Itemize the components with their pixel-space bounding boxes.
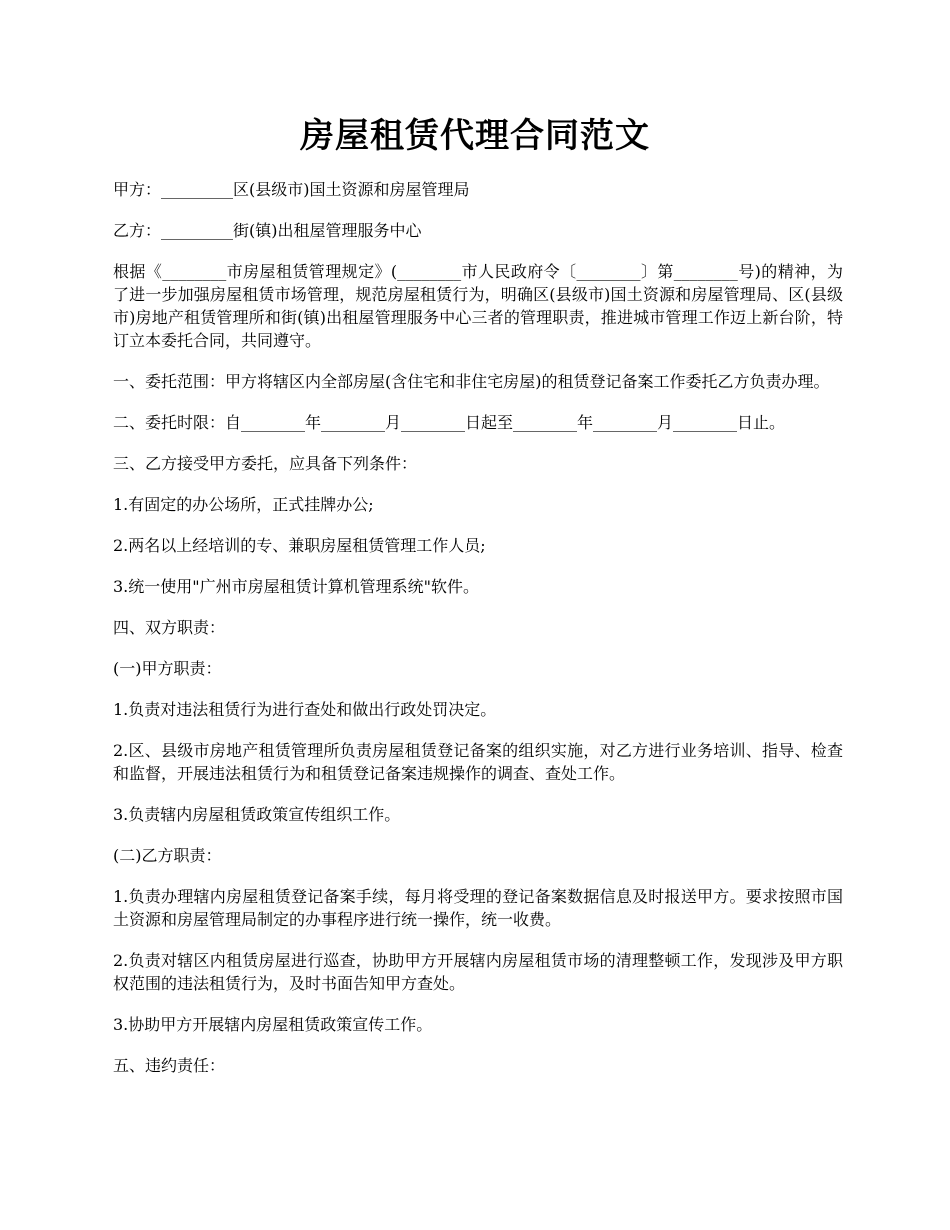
section-3-heading: 三、乙方接受甲方委托，应具备下列条件： [113,454,418,473]
section-5-heading: 五、违约责任： [113,1056,226,1075]
party-a-duty-3: 3.负责辖内房屋租赁政策宣传组织工作。 [113,805,401,824]
section-3-item-2: 2.两名以上经培训的专、兼职房屋租赁管理工作人员; [113,536,486,555]
party-a-duties-heading: (一)甲方职责： [113,659,222,678]
party-b-duty-1: 1.负责办理辖内房屋租赁登记备案手续，每月将受理的登记备案数据信息及时报送甲方。要求按照市国土资源和房屋管理局制定的办事程序进行统一操作，统一收费。 [113,887,843,929]
party-a-duty-2: 2.区、县级市房地产租赁管理所负责房屋租赁登记备案的组织实施，对乙方进行业务培训、指导、检查和监督，开展违法租赁行为和租赁登记备案违规操作的调查、查处工作。 [113,741,843,783]
section-2-term: 二、委托时限：自________年________月________日起至________年________月________日止。 [113,413,786,432]
party-b-duties-heading: (二)乙方职责： [113,846,222,865]
party-b-duty-3: 3.协助甲方开展辖内房屋租赁政策宣传工作。 [113,1015,433,1034]
section-3-item-1: 1.有固定的办公场所，正式挂牌办公; [113,495,374,514]
document-body [113,178,843,1095]
party-a-duty-1: 1.负责对违法租赁行为进行查处和做出行政处罚决定。 [113,700,497,719]
section-1-scope: 一、委托范围：甲方将辖区内全部房屋(含住宅和非住宅房屋)的租赁登记备案工作委托乙方负责办理。 [113,372,830,391]
party-b-line: 乙方：_________街(镇)出租屋管理服务中心 [113,221,422,240]
section-4-heading: 四、双方职责： [113,618,226,637]
preamble-paragraph: 根据《________市房屋租赁管理规定》(________市人民政府令〔________〕第________号)的精神，为了进一步加强房屋租赁市场管理，规范房屋租赁行为，明确区(县级市)国土资源和房屋管理局、区(县级市)房地产租赁管理所和街(镇)出租屋管理服务中心三者的管理职责，推进城市管理工作迈上新台阶，特订立本委托合同，共同遵守。 [113,262,843,350]
section-3-item-3: 3.统一使用"广州市房屋租赁计算机管理系统"软件。 [113,577,479,596]
document-title: 房屋租赁代理合同范文 [300,116,650,156]
party-b-duty-2: 2.负责对辖区内租赁房屋进行巡查，协助甲方开展辖内房屋租赁市场的清理整顿工作，发现涉及甲方职权范围的违法租赁行为，及时书面告知甲方查处。 [113,951,843,993]
party-a-line: 甲方：_________区(县级市)国土资源和房屋管理局 [113,180,470,199]
